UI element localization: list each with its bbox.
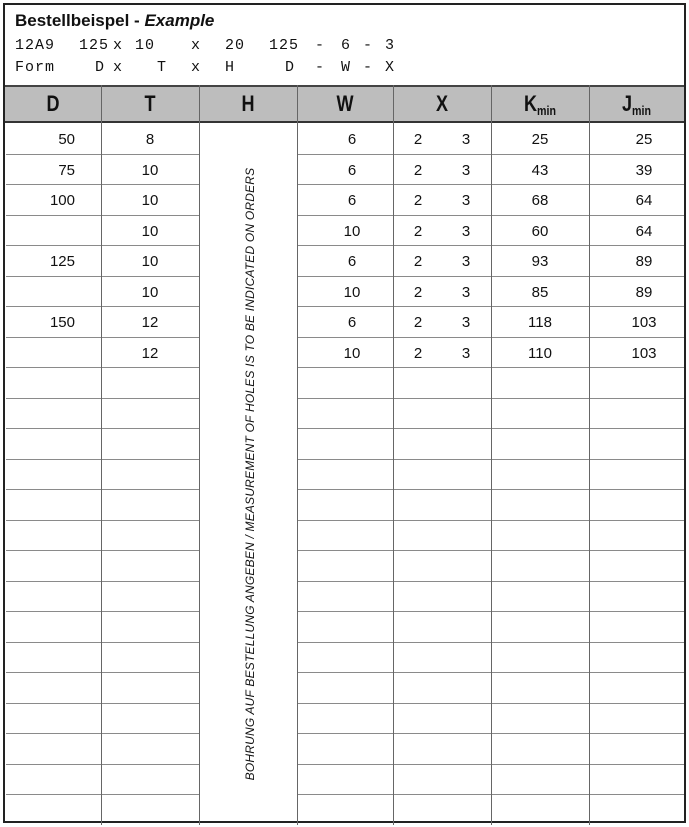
row-divider — [492, 733, 589, 734]
cell-j: 103 — [631, 314, 657, 331]
row-divider — [394, 581, 491, 582]
code-token: 6 — [341, 37, 352, 54]
row-divider — [492, 794, 589, 795]
row-divider — [102, 794, 199, 795]
row-divider — [492, 642, 589, 643]
cell-w: 10 — [343, 222, 361, 240]
cell-t: 10 — [141, 161, 159, 179]
form-token: H — [225, 59, 236, 76]
row-divider — [394, 611, 491, 612]
row-divider — [6, 611, 101, 612]
row-divider — [298, 459, 393, 460]
row-divider — [590, 672, 684, 673]
cell-w: 6 — [347, 161, 357, 179]
row-divider — [6, 428, 101, 429]
row-divider — [6, 794, 101, 795]
row-divider — [394, 489, 491, 490]
cell-x1: 2 — [413, 192, 423, 209]
row-divider — [298, 764, 393, 765]
code-token: - — [315, 37, 326, 54]
cell-x2: 3 — [461, 344, 471, 362]
row-divider — [298, 642, 393, 643]
row-divider — [590, 398, 684, 399]
cell-w: 6 — [347, 314, 357, 331]
row-divider — [6, 550, 101, 551]
cell-k: 25 — [531, 131, 549, 148]
cell-x1: 2 — [413, 314, 423, 331]
row-divider — [102, 611, 199, 612]
row-divider — [102, 672, 199, 673]
row-divider — [394, 642, 491, 643]
row-divider — [6, 581, 101, 582]
code-token: 12A9 — [15, 37, 56, 54]
cell-w: 6 — [347, 253, 357, 270]
cell-t: 8 — [145, 131, 155, 148]
row-divider — [6, 672, 101, 673]
row-divider — [394, 398, 491, 399]
row-divider — [590, 550, 684, 551]
cell-k: 93 — [531, 253, 549, 270]
row-divider — [492, 764, 589, 765]
row-divider — [590, 489, 684, 490]
cell-d: 100 — [49, 192, 75, 209]
code-token: 125 — [269, 37, 300, 54]
row-divider — [298, 520, 393, 521]
row-divider — [6, 520, 101, 521]
code-token: - — [363, 37, 374, 54]
cell-t: 10 — [141, 192, 159, 209]
form-token: X — [385, 59, 396, 76]
row-divider — [590, 520, 684, 521]
row-divider — [492, 398, 589, 399]
row-divider — [298, 489, 393, 490]
row-divider — [492, 428, 589, 429]
row-divider — [590, 642, 684, 643]
row-divider — [492, 550, 589, 551]
cell-x1: 2 — [413, 283, 423, 301]
code-token: x — [113, 37, 124, 54]
h-column-note — [201, 123, 299, 825]
cell-k: 60 — [531, 222, 549, 240]
row-divider — [6, 398, 101, 399]
cell-d: 150 — [49, 314, 75, 331]
cell-x2: 3 — [461, 222, 471, 240]
form-token: x — [113, 59, 124, 76]
cell-x2: 3 — [461, 192, 471, 209]
row-divider — [298, 611, 393, 612]
j-subscript: min — [632, 103, 652, 118]
cell-j: 89 — [635, 283, 653, 301]
cell-j: 89 — [635, 253, 653, 270]
row-divider — [394, 733, 491, 734]
cell-t: 10 — [141, 253, 159, 270]
row-divider — [492, 581, 589, 582]
row-divider — [492, 489, 589, 490]
cell-d — [5, 278, 75, 308]
row-divider — [298, 672, 393, 673]
row-divider — [298, 733, 393, 734]
cell-k: 118 — [528, 314, 552, 331]
row-divider — [492, 611, 589, 612]
cell-w: 6 — [347, 131, 357, 148]
k-letter: K — [523, 91, 538, 116]
code-token: x — [191, 37, 202, 54]
cell-x2: 3 — [461, 314, 471, 331]
form-token: Form — [15, 59, 56, 76]
cell-w: 6 — [347, 192, 357, 209]
column-header-t: T — [144, 91, 156, 116]
form-token: D — [95, 59, 106, 76]
cell-j: 39 — [635, 161, 653, 179]
row-divider — [590, 794, 684, 795]
row-divider — [590, 611, 684, 612]
row-divider — [102, 581, 199, 582]
row-divider — [6, 733, 101, 734]
row-divider — [298, 703, 393, 704]
row-divider — [6, 764, 101, 765]
row-divider — [298, 794, 393, 795]
k-subscript: min — [537, 103, 556, 118]
column-header-row — [5, 85, 684, 123]
column-header-h: H — [241, 91, 255, 116]
code-token: 125 — [79, 37, 110, 54]
row-divider — [298, 550, 393, 551]
row-divider — [590, 703, 684, 704]
order-sheet — [3, 3, 686, 823]
cell-x2: 3 — [461, 253, 471, 270]
form-token: - — [363, 59, 374, 76]
row-divider — [298, 398, 393, 399]
row-divider — [102, 733, 199, 734]
cell-x1: 2 — [413, 344, 423, 362]
cell-w: 10 — [343, 344, 361, 362]
column-header-j-min — [598, 87, 676, 121]
row-divider — [492, 520, 589, 521]
cell-k: 110 — [528, 344, 552, 362]
column-divider — [199, 85, 200, 825]
j-letter: J — [621, 91, 633, 116]
cell-j: 64 — [635, 192, 653, 209]
row-divider — [590, 733, 684, 734]
cell-k: 43 — [531, 161, 549, 179]
row-divider — [102, 489, 199, 490]
row-divider — [394, 703, 491, 704]
row-divider — [492, 672, 589, 673]
cell-w: 10 — [343, 283, 361, 301]
cell-t: 10 — [141, 222, 159, 240]
row-divider — [298, 581, 393, 582]
example-title — [15, 11, 214, 31]
cell-d: 50 — [58, 131, 75, 148]
cell-d — [5, 339, 75, 369]
column-header-x: X — [435, 91, 449, 116]
form-token: W — [341, 59, 352, 76]
cell-t: 10 — [141, 283, 159, 301]
cell-x2: 3 — [461, 283, 471, 301]
holes-measurement-note: BOHRUNG AUF BESTELLUNG ANGEBEN / MEASUREMENT OF HOLES IS TO BE INDICATED ON ORDERS — [243, 167, 257, 781]
cell-d — [5, 217, 75, 247]
form-token: D — [285, 59, 296, 76]
cell-x1: 2 — [413, 222, 423, 240]
cell-t: 12 — [141, 314, 159, 331]
row-divider — [394, 764, 491, 765]
row-divider — [102, 550, 199, 551]
row-divider — [6, 489, 101, 490]
row-divider — [590, 581, 684, 582]
row-divider — [492, 703, 589, 704]
row-divider — [298, 428, 393, 429]
cell-x2: 3 — [461, 161, 471, 179]
form-token: x — [191, 59, 202, 76]
row-divider — [6, 642, 101, 643]
code-token: 10 — [135, 37, 156, 54]
cell-x1: 2 — [413, 131, 423, 148]
cell-x2: 3 — [461, 131, 471, 148]
title-italic: Example — [144, 11, 215, 30]
row-divider — [102, 520, 199, 521]
row-divider — [590, 764, 684, 765]
row-divider — [394, 428, 491, 429]
cell-k: 85 — [531, 283, 549, 301]
row-divider — [102, 398, 199, 399]
row-divider — [590, 459, 684, 460]
column-header-w: W — [336, 91, 354, 116]
title-bold: Bestellbeispel - — [15, 11, 140, 30]
cell-x1: 2 — [413, 253, 423, 270]
cell-d: 75 — [58, 161, 75, 179]
column-header-k-min — [500, 87, 580, 121]
row-divider — [394, 520, 491, 521]
order-example-header — [5, 5, 684, 83]
form-token: - — [315, 59, 326, 76]
row-divider — [102, 703, 199, 704]
row-divider — [590, 428, 684, 429]
row-divider — [394, 672, 491, 673]
row-divider — [394, 794, 491, 795]
column-header-d: D — [46, 91, 60, 116]
form-token: T — [157, 59, 168, 76]
row-divider — [102, 764, 199, 765]
cell-j: 103 — [631, 344, 657, 362]
row-divider — [102, 642, 199, 643]
row-divider — [394, 459, 491, 460]
row-divider — [394, 550, 491, 551]
cell-j: 25 — [635, 131, 653, 148]
code-token: 20 — [225, 37, 246, 54]
row-divider — [102, 428, 199, 429]
row-divider — [6, 703, 101, 704]
cell-d: 125 — [49, 253, 75, 270]
cell-t: 12 — [141, 344, 159, 362]
row-divider — [6, 459, 101, 460]
cell-k: 68 — [531, 192, 549, 209]
code-token: 3 — [385, 37, 396, 54]
row-divider — [492, 459, 589, 460]
cell-j: 64 — [635, 222, 653, 240]
cell-x1: 2 — [413, 161, 423, 179]
row-divider — [102, 459, 199, 460]
